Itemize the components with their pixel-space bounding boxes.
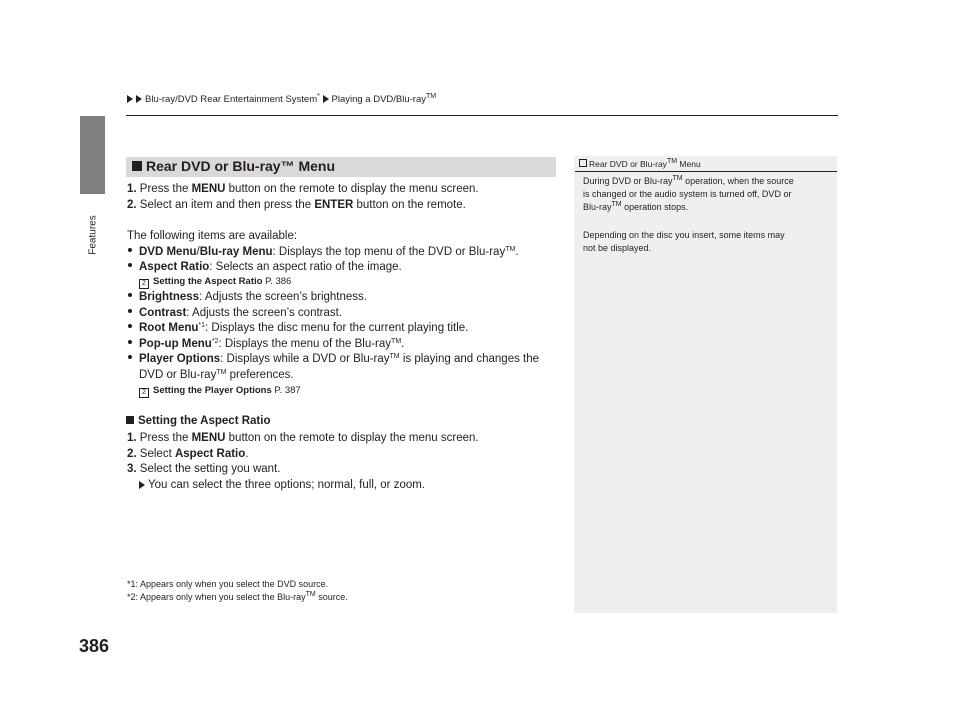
intro-text: The following items are available: bbox=[127, 230, 298, 242]
step-text: button on the remote. bbox=[353, 199, 466, 211]
item-term: Player Options bbox=[139, 353, 221, 365]
item-term: DVD Menu bbox=[139, 246, 197, 258]
sub-step-3 bbox=[127, 462, 280, 478]
step-1 bbox=[127, 182, 479, 198]
page-number: 386 bbox=[79, 636, 110, 656]
bullet-icon bbox=[128, 324, 132, 328]
step-number: 2. bbox=[127, 199, 137, 211]
step-2 bbox=[127, 198, 466, 214]
breadcrumb-part2: Playing a DVD/Blu-ray bbox=[331, 94, 427, 105]
item-term: Root Menu bbox=[139, 322, 199, 334]
note-line bbox=[583, 175, 794, 188]
step-text: Press the bbox=[139, 183, 192, 195]
note-line: Depending on the disc you insert, some items may bbox=[583, 230, 785, 240]
reference-arrow-icon: 2 bbox=[139, 279, 149, 289]
step-result bbox=[139, 478, 425, 494]
item-text: preferences. bbox=[226, 369, 294, 381]
item-text: : Displays while a DVD or Blu-ray bbox=[220, 353, 390, 365]
bullet-icon bbox=[128, 248, 132, 252]
step-number: 3. bbox=[127, 463, 137, 475]
tm-mark: TM bbox=[389, 353, 400, 360]
list-item bbox=[128, 306, 342, 322]
item-term: Contrast bbox=[139, 307, 187, 319]
note-text: operation stops. bbox=[621, 202, 689, 212]
note-title-text: Rear DVD or Blu-ray bbox=[589, 159, 667, 169]
item-text: is playing and changes the bbox=[399, 353, 540, 365]
subsection-title-text: Setting the Aspect Ratio bbox=[138, 415, 271, 427]
step-text: . bbox=[245, 448, 249, 460]
bullet-icon bbox=[128, 355, 132, 359]
reference-page: P. 387 bbox=[274, 385, 301, 396]
footnote-1: *1: Appears only when you select the DVD source. bbox=[127, 579, 329, 589]
breadcrumb-tm: TM bbox=[426, 93, 437, 100]
step-number: 1. bbox=[127, 432, 137, 444]
sub-step-1 bbox=[127, 431, 479, 447]
step-bold: Aspect Ratio bbox=[174, 448, 246, 460]
item-term: Brightness bbox=[139, 291, 200, 303]
footnote-mark: *2 bbox=[211, 338, 219, 345]
notes-panel bbox=[574, 156, 837, 613]
note-text: During DVD or Blu-ray bbox=[583, 176, 673, 186]
item-term: Aspect Ratio bbox=[139, 261, 210, 273]
item-text: : Displays the top menu of the DVD or Blu-ray bbox=[272, 246, 506, 258]
tm-mark: TM bbox=[216, 369, 227, 376]
step-bold: MENU bbox=[191, 432, 226, 444]
note-box-icon bbox=[579, 159, 587, 167]
breadcrumb-part1: Blu-ray/DVD Rear Entertainment System bbox=[145, 94, 318, 105]
header-rule bbox=[126, 115, 838, 116]
step-text: button on the remote to display the menu screen. bbox=[225, 183, 479, 195]
chapter-label bbox=[78, 198, 108, 272]
reference-page: P. 386 bbox=[265, 276, 292, 287]
item-text: : Selects an aspect ratio of the image. bbox=[209, 261, 402, 273]
chapter-label-text: Features bbox=[87, 215, 99, 255]
result-arrow-icon bbox=[139, 481, 145, 489]
result-text: You can select the three options; normal, full, or zoom. bbox=[148, 479, 426, 491]
breadcrumb-arrow-icon bbox=[127, 95, 133, 103]
step-bold: ENTER bbox=[314, 199, 354, 211]
step-text: Select the setting you want. bbox=[139, 463, 281, 475]
item-text: . bbox=[515, 246, 519, 258]
reference-arrow-icon: 2 bbox=[139, 388, 149, 398]
step-number: 1. bbox=[127, 183, 137, 195]
bullet-icon bbox=[128, 263, 132, 267]
tm-mark: TM bbox=[666, 158, 678, 165]
breadcrumb-star: * bbox=[317, 93, 320, 100]
item-term: Pop-up Menu bbox=[139, 338, 212, 350]
breadcrumb bbox=[127, 94, 436, 105]
chapter-tab bbox=[80, 116, 105, 194]
item-text: : Displays the menu of the Blu-ray bbox=[218, 338, 392, 350]
step-number: 2. bbox=[127, 448, 137, 460]
section-title-text: Rear DVD or Blu-ray™ Menu bbox=[146, 158, 336, 174]
item-text: : Adjusts the screen’s contrast. bbox=[186, 307, 343, 319]
reference-label: Setting the Aspect Ratio bbox=[153, 276, 263, 287]
step-text: button on the remote to display the menu screen. bbox=[225, 432, 479, 444]
tm-mark: TM bbox=[505, 246, 516, 253]
item-text: . bbox=[401, 338, 405, 350]
bullet-icon bbox=[128, 293, 132, 297]
footnote-text: *2: Appears only when you select the Blu-ray bbox=[127, 592, 306, 602]
footnote-text: source. bbox=[315, 592, 348, 602]
note-title-text: Menu bbox=[677, 159, 701, 169]
item-text: : Adjusts the screen’s brightness. bbox=[199, 291, 367, 303]
item-text: : Displays the disc menu for the current playing title. bbox=[205, 322, 469, 334]
cross-reference[interactable] bbox=[139, 276, 291, 289]
list-item-continuation bbox=[139, 368, 294, 384]
sub-step-2 bbox=[127, 447, 248, 463]
list-item bbox=[128, 245, 519, 261]
item-text: DVD or Blu-ray bbox=[139, 369, 217, 381]
breadcrumb-arrow-icon bbox=[323, 95, 329, 103]
step-text: Press the bbox=[139, 432, 192, 444]
subsection-title bbox=[126, 415, 270, 427]
bullet-icon bbox=[128, 340, 132, 344]
note-line: not be displayed. bbox=[583, 243, 652, 253]
note-title bbox=[579, 159, 701, 169]
reference-label: Setting the Player Options bbox=[153, 385, 272, 396]
item-sep: / bbox=[196, 246, 200, 258]
cross-reference[interactable] bbox=[139, 385, 301, 398]
breadcrumb-arrow-icon bbox=[136, 95, 142, 103]
list-item bbox=[128, 290, 367, 306]
tm-mark: TM bbox=[391, 338, 402, 345]
step-text: Select an item and then press the bbox=[139, 199, 315, 211]
tm-mark: TM bbox=[611, 201, 622, 208]
bullet-icon bbox=[128, 309, 132, 313]
note-line: is changed or the audio system is turned off, DVD or bbox=[583, 189, 792, 199]
list-item bbox=[128, 352, 539, 368]
item-term: Blu-ray Menu bbox=[199, 246, 273, 258]
tm-mark: TM bbox=[672, 175, 683, 182]
step-bold: MENU bbox=[191, 183, 226, 195]
note-text: operation, when the source bbox=[682, 176, 794, 186]
list-item bbox=[128, 260, 402, 276]
footnote-mark: *1 bbox=[198, 322, 206, 329]
list-item bbox=[128, 337, 404, 353]
note-rule bbox=[575, 171, 837, 172]
list-item bbox=[128, 321, 468, 337]
section-title bbox=[132, 158, 335, 174]
tm-mark: TM bbox=[305, 591, 316, 598]
subsection-square-icon bbox=[126, 416, 134, 424]
note-line bbox=[583, 201, 688, 214]
note-text: Blu-ray bbox=[583, 202, 612, 212]
section-square-icon bbox=[132, 161, 142, 171]
footnote-2 bbox=[127, 592, 348, 602]
step-text: Select bbox=[139, 448, 175, 460]
